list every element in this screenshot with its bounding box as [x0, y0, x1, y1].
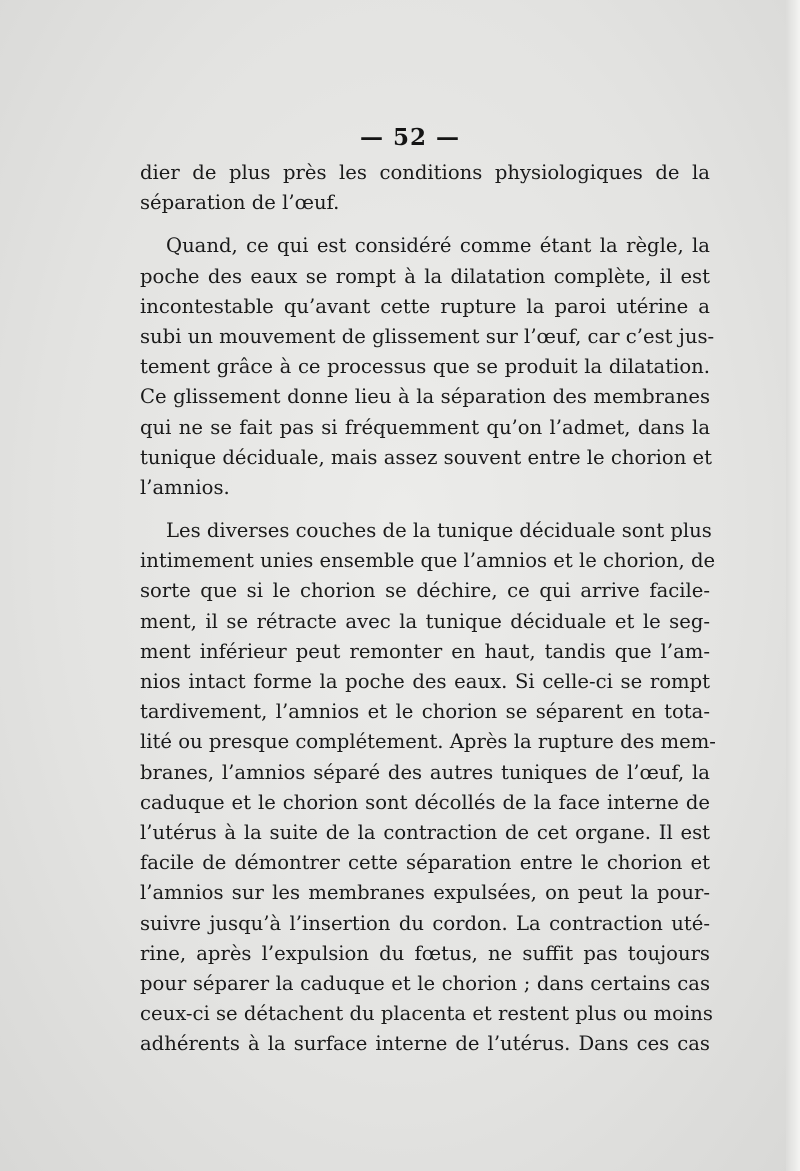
text-line: tardivement, l’amnios et le chorion se séparent en tota- — [140, 700, 710, 724]
text-line: lité ou presque complétement. Après la rupture des mem- — [140, 730, 716, 754]
text-line: séparation de l’œuf. — [140, 191, 340, 215]
paragraph — [140, 158, 710, 218]
text-line: l’amnios sur les membranes expulsées, on peut la pour- — [140, 881, 710, 905]
text-line: intimement unies ensemble que l’amnios et le chorion, de — [140, 549, 716, 573]
text-line: rine, après l’expulsion du fœtus, ne suffit pas toujours — [140, 941, 710, 965]
text-line: dier de plus près les conditions physiologiques de la — [140, 161, 710, 184]
text-line: nios intact forme la poche des eaux. Si celle-ci se rompt — [140, 670, 710, 693]
paragraph — [140, 516, 716, 1059]
text-line: branes, l’amnios séparé des autres tuniques de l’œuf, la — [140, 760, 710, 784]
page-number: — 52 — — [360, 124, 461, 151]
text-line: Les diverses couches de la tunique déciduale sont plus — [166, 519, 712, 543]
body-text — [140, 158, 716, 1059]
text-line: ment, il se rétracte avec la tunique déciduale et le seg- — [140, 609, 710, 633]
text-line: facile de démontrer cette séparation entre le chorion et — [140, 851, 710, 875]
text-line: poche des eaux se rompt à la dilatation complète, il est — [140, 264, 710, 288]
text-line: sorte que si le chorion se déchire, ce qui arrive facile- — [140, 579, 710, 603]
text-line: tement grâce à ce processus que se produit la dilatation. — [140, 355, 710, 379]
text-line: Quand, ce qui est considéré comme étant la règle, la — [166, 234, 710, 258]
text-line: l’utérus à la suite de la contraction de cet organe. Il est — [140, 820, 710, 844]
text-line: suivre jusqu’à l’insertion du cordon. La contraction uté- — [140, 911, 710, 935]
text-line: subi un mouvement de glissement sur l’œuf, car c’est jus- — [140, 324, 715, 348]
text-line: adhérents à la surface interne de l’utérus. Dans ces cas — [140, 1032, 710, 1056]
text-line: Ce glissement donne lieu à la séparation des membranes — [140, 385, 710, 409]
text-line: tunique déciduale, mais assez souvent entre le chorion et — [140, 445, 713, 469]
text-line: caduque et le chorion sont décollés de la face interne de — [140, 790, 710, 814]
text-line: qui ne se fait pas si fréquemment qu’on l’admet, dans la — [140, 415, 710, 439]
paragraph — [140, 231, 715, 503]
text-line: l’amnios. — [140, 475, 230, 499]
text-line: ceux-ci se détachent du placenta et restent plus ou moins — [140, 1002, 713, 1026]
text-line: incontestable qu’avant cette rupture la paroi utérine a — [140, 294, 710, 318]
text-line: ment inférieur peut remonter en haut, tandis que l’am- — [140, 639, 710, 663]
page-edge — [786, 0, 800, 1171]
text-line: pour séparer la caduque et le chorion ; dans certains cas — [140, 971, 710, 995]
